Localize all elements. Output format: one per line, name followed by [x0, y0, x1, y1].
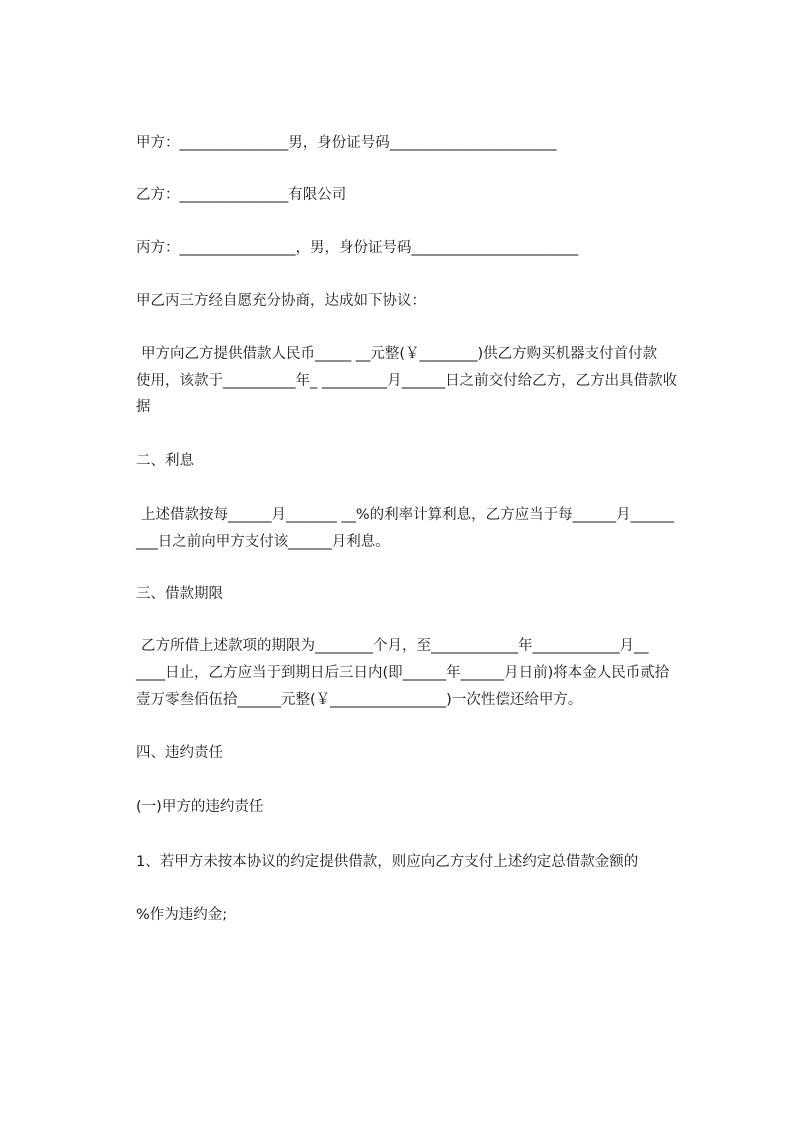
interest-line-1: 上述借款按每______月_______ __%的利率计算利息，乙方应当于每______月______: [141, 507, 675, 523]
term-line-1: 乙方所借上述款项的期限为________个月，至____________年____________月__: [141, 638, 649, 654]
subsection-1-title: (一)甲方的违约责任: [136, 799, 264, 815]
section-2-title: 二、利息: [136, 453, 194, 469]
breach-item-1-continued: %作为违约金;: [136, 907, 228, 923]
term-line-2: ____日止，乙方应当于到期日后三日内(即______年______月日前)将本金人民币贰拾: [136, 665, 670, 681]
breach-item-1: 1、若甲方未按本协议的约定提供借款，则应向乙方支付上述约定总借款金额的: [136, 854, 639, 870]
section-3-title: 三、借款期限: [136, 586, 223, 602]
loan-clause-line-3: 据: [136, 399, 151, 415]
term-line-3: 壹万零叁佰伍拾______元整(￥________________)一次性偿还给甲方。: [136, 692, 583, 708]
party-c-line: 丙方：________________，男，身份证号码_______________________: [136, 240, 579, 256]
agreement-intro: 甲乙丙三方经自愿充分协商，达成如下协议：: [136, 293, 426, 309]
section-4-title: 四、违约责任: [136, 745, 223, 761]
loan-clause-line-2: 使用，该款于__________年_ _________月______日之前交付给乙方，乙方出具借款收: [136, 373, 678, 389]
loan-clause-line-1: 甲方向乙方提供借款人民币_____ __元整(￥________)供乙方购买机器支付首付款: [141, 346, 658, 362]
interest-line-2: ___日之前向甲方支付该______月利息。: [136, 534, 390, 550]
party-b-line: 乙方：_______________有限公司: [136, 187, 347, 203]
party-a-line: 甲方：_______________男，身份证号码_______________________: [136, 135, 557, 151]
